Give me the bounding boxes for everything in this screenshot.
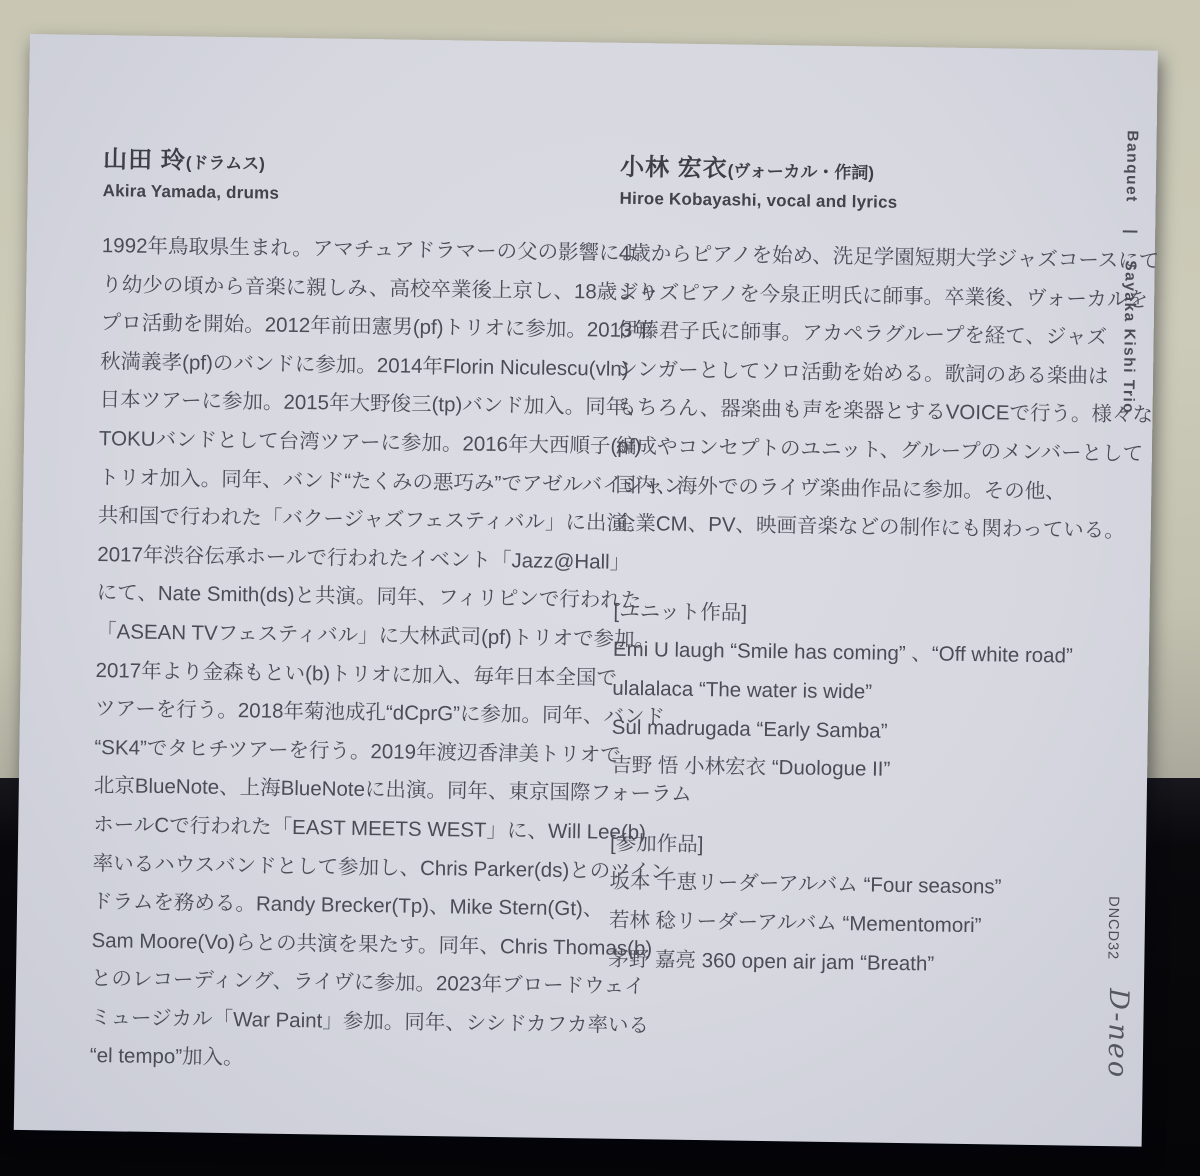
booklet-page — [14, 34, 1158, 1147]
work-item: 若林 稔リーダーアルバム “Mementomori” — [608, 908, 982, 938]
bio-line: TOKUバンドとして台湾ツアーに参加。2016年大西順子(pf) — [98, 427, 642, 459]
participation-works-heading: [参加作品] — [609, 831, 704, 856]
participation-works-section — [608, 824, 1115, 986]
bio-line: 伊藤君子氏に師事。アカペラグループを経て、ジャズ — [617, 318, 1108, 350]
right-header — [620, 147, 1125, 189]
unit-works-section — [611, 592, 1119, 792]
spine-album-title: Banquet — [1122, 130, 1141, 203]
bio-line: 日本ツアーに参加。2015年大野俊三(tp)バンド加入。同年、 — [99, 388, 647, 420]
bio-line: Sam Moore(Vo)らとの共演を果たす。同年、Chris Thomas(b) — [91, 928, 653, 961]
bio-line: もちろん、器楽曲も声を楽器とするVOICEで行う。様々な — [616, 396, 1154, 428]
left-name-english: Akira Yamada, drums — [102, 181, 280, 203]
bio-line: 共和国で行われた「バクージャズフェスティバル」に出演。 — [97, 504, 648, 536]
bio-line: 「ASEAN TVフェスティバル」に大林武司(pf)トリオで参加。 — [95, 619, 656, 652]
work-item: Emi U laugh “Smile has coming” 、“Off white road” — [612, 638, 1073, 668]
work-item: 茅野 嘉亮 360 open air jam “Breath” — [608, 947, 935, 976]
right-name-english: Hiroe Kobayashi, vocal and lyrics — [619, 188, 898, 212]
left-role-japanese: (ドラムス) — [185, 153, 266, 174]
bio-line: 秋満義孝(pf)のバンドに参加。2014年Florin Niculescu(vln) — [99, 349, 629, 381]
bio-line: シンガーとしてソロ活動を始める。歌詞のある楽曲は — [616, 357, 1109, 388]
bio-line: 国内、海外でのライヴ楽曲作品に参加。その他、 — [615, 473, 1066, 503]
bio-line: 率いるハウスバンドとして参加し、Chris Parker(ds)とのツイン — [92, 851, 671, 884]
spine-separator: | — [1122, 228, 1140, 235]
work-item: Sul madrugada “Early Samba” — [611, 715, 888, 743]
bio-line: ミュージカル「War Paint」参加。同年、シシドカフカ率いる — [90, 1005, 650, 1038]
unit-works-list — [611, 631, 1118, 793]
bio-line: り幼少の頃から音楽に親しみ、高校卒業後上京し、18歳より — [101, 272, 659, 304]
bio-line: “SK4”でタヒチツアーを行う。2019年渡辺香津美トリオで — [94, 735, 622, 767]
right-name-japanese: 小林 宏衣 — [619, 153, 728, 183]
bio-line: 企業CM、PV、映画音楽などの制作にも関わっている。 — [614, 511, 1125, 543]
bio-line: 2017年より金森もとい(b)トリオに加入、毎年日本全国で — [95, 658, 618, 690]
bio-line: 2017年渋谷伝承ホールで行われたイベント「Jazz@Hall」 — [97, 542, 631, 574]
bio-line: とのレコーディング、ライヴに参加。2023年ブロードウェイ — [90, 967, 645, 999]
left-header — [103, 139, 595, 181]
work-item: 吉野 悟 小林宏衣 “Duologue II” — [611, 753, 891, 781]
catalog-number: DNCD32 — [1104, 896, 1122, 961]
spine-title — [1118, 130, 1140, 414]
bio-line: 編成やコンセプトのユニット、グループのメンバーとして — [615, 434, 1144, 466]
bio-line: ドラムを務める。Randy Brecker(Tp)、Mike Stern(Gt)、 — [91, 890, 604, 921]
bio-line: プロ活動を開始。2012年前田憲男(pf)トリオに参加。2013年 — [100, 311, 654, 343]
participation-works-list — [608, 863, 1115, 986]
bio-line: 4歳からピアノを始め、洗足学園短期大学ジャズコースにて — [618, 241, 1160, 273]
spacer — [614, 543, 1120, 599]
bio-line: 北京BlueNote、上海BlueNoteに出演。同年、東京国際フォーラム — [93, 774, 692, 807]
spine-artist-name: Sayaka Kishi Trio — [1119, 260, 1139, 415]
right-role-japanese: (ヴォーカル・作詞) — [727, 161, 875, 183]
bio-line: 1992年鳥取県生まれ。アマチュアドラマーの父の影響によ — [101, 234, 641, 266]
work-item: ulalalaca “The water is wide” — [612, 676, 873, 704]
left-name-japanese: 山田 玲 — [102, 146, 187, 175]
bio-line: ジャズピアノを今泉正明氏に師事。卒業後、ヴォーカルを — [618, 280, 1149, 312]
work-item: 坂本 千恵リーダーアルバム “Four seasons” — [609, 870, 1002, 899]
bio-line: ツアーを行う。2018年菊池成孔“dCprG”に参加。同年、バンド — [94, 697, 666, 729]
bio-line: にて、Nate Smith(ds)と共演。同年、フィリピンで行われた — [96, 581, 642, 613]
record-label-logo: D-neo — [1101, 988, 1134, 1080]
bio-line: “el tempo”加入。 — [89, 1044, 244, 1070]
bio-line: ホールCで行われた「EAST MEETS WEST」に、Will Lee(b) — [93, 812, 647, 845]
bio-line: トリオ加入。同年、バンド“たくみの悪巧み”でアゼルバイジャン — [98, 465, 684, 498]
unit-works-heading: [ユニット作品] — [613, 599, 748, 625]
